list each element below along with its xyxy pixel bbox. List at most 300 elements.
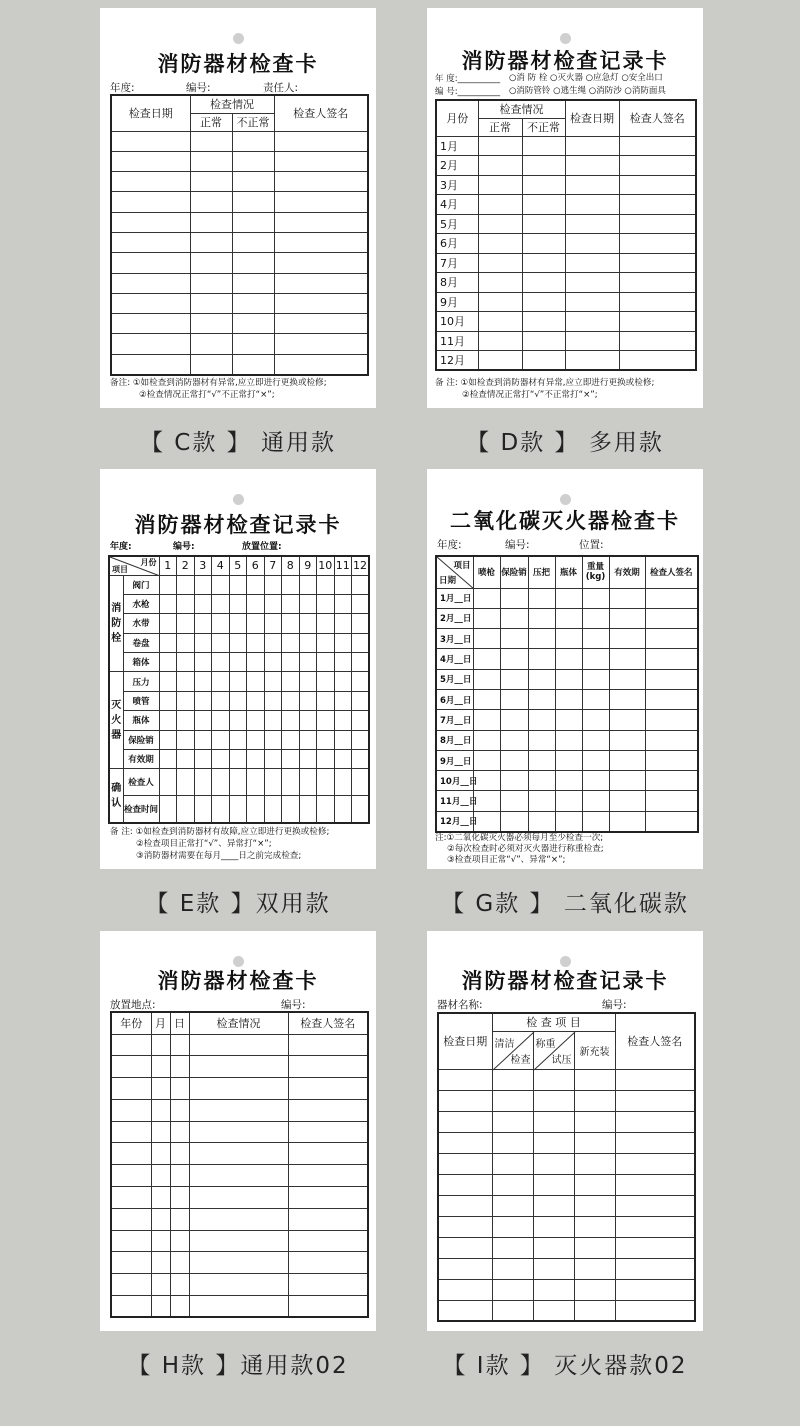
input-cell[interactable] xyxy=(438,1090,492,1111)
input-cell[interactable] xyxy=(274,131,368,151)
input-cell[interactable] xyxy=(194,633,212,652)
input-cell[interactable] xyxy=(565,273,619,293)
input-cell[interactable] xyxy=(500,750,528,770)
input-cell[interactable] xyxy=(615,1111,695,1132)
input-cell[interactable] xyxy=(645,730,698,750)
input-cell[interactable] xyxy=(555,771,582,791)
input-cell[interactable] xyxy=(194,750,212,769)
input-cell[interactable] xyxy=(190,334,232,354)
input-cell[interactable] xyxy=(232,212,274,232)
input-cell[interactable] xyxy=(151,1208,170,1230)
input-cell[interactable] xyxy=(473,588,500,608)
input-cell[interactable] xyxy=(528,750,555,770)
option-item[interactable]: ○消防面具 xyxy=(624,86,666,96)
input-cell[interactable] xyxy=(645,588,698,608)
input-cell[interactable] xyxy=(334,672,352,691)
option-item[interactable]: ○安全出口 xyxy=(621,73,663,83)
input-cell[interactable] xyxy=(500,689,528,709)
input-cell[interactable] xyxy=(194,711,212,730)
input-cell[interactable] xyxy=(190,314,232,334)
input-cell[interactable] xyxy=(151,1056,170,1078)
input-cell[interactable] xyxy=(473,669,500,689)
input-cell[interactable] xyxy=(528,669,555,689)
input-cell[interactable] xyxy=(111,1099,151,1121)
input-cell[interactable] xyxy=(212,633,230,652)
input-cell[interactable] xyxy=(299,575,317,594)
input-cell[interactable] xyxy=(473,730,500,750)
input-cell[interactable] xyxy=(492,1174,533,1195)
input-cell[interactable] xyxy=(555,608,582,628)
input-cell[interactable] xyxy=(528,710,555,730)
input-cell[interactable] xyxy=(288,1296,368,1318)
input-cell[interactable] xyxy=(111,293,190,313)
input-cell[interactable] xyxy=(194,653,212,672)
input-cell[interactable] xyxy=(609,771,645,791)
input-cell[interactable] xyxy=(282,796,300,823)
input-cell[interactable] xyxy=(212,769,230,796)
input-cell[interactable] xyxy=(533,1174,574,1195)
input-cell[interactable] xyxy=(555,669,582,689)
input-cell[interactable] xyxy=(111,1274,151,1296)
input-cell[interactable] xyxy=(247,633,265,652)
input-cell[interactable] xyxy=(619,234,696,254)
input-cell[interactable] xyxy=(334,691,352,710)
input-cell[interactable] xyxy=(619,175,696,195)
input-cell[interactable] xyxy=(478,351,522,371)
input-cell[interactable] xyxy=(555,629,582,649)
input-cell[interactable] xyxy=(317,711,335,730)
input-cell[interactable] xyxy=(229,796,247,823)
input-cell[interactable] xyxy=(189,1099,288,1121)
input-cell[interactable] xyxy=(615,1069,695,1090)
input-cell[interactable] xyxy=(500,791,528,811)
input-cell[interactable] xyxy=(352,796,370,823)
input-cell[interactable] xyxy=(111,1165,151,1187)
input-cell[interactable] xyxy=(151,1296,170,1318)
input-cell[interactable] xyxy=(582,791,609,811)
input-cell[interactable] xyxy=(177,750,195,769)
input-cell[interactable] xyxy=(111,334,190,354)
input-cell[interactable] xyxy=(500,588,528,608)
input-cell[interactable] xyxy=(574,1090,615,1111)
input-cell[interactable] xyxy=(574,1216,615,1237)
input-cell[interactable] xyxy=(438,1195,492,1216)
input-cell[interactable] xyxy=(229,769,247,796)
input-cell[interactable] xyxy=(619,273,696,293)
input-cell[interactable] xyxy=(159,796,177,823)
input-cell[interactable] xyxy=(522,175,565,195)
input-cell[interactable] xyxy=(159,594,177,613)
input-cell[interactable] xyxy=(574,1300,615,1321)
input-cell[interactable] xyxy=(282,672,300,691)
input-cell[interactable] xyxy=(159,672,177,691)
input-cell[interactable] xyxy=(170,1187,189,1209)
input-cell[interactable] xyxy=(111,1143,151,1165)
input-cell[interactable] xyxy=(615,1258,695,1279)
input-cell[interactable] xyxy=(582,608,609,628)
input-cell[interactable] xyxy=(609,608,645,628)
input-cell[interactable] xyxy=(317,653,335,672)
input-cell[interactable] xyxy=(533,1111,574,1132)
input-cell[interactable] xyxy=(619,156,696,176)
input-cell[interactable] xyxy=(492,1069,533,1090)
input-cell[interactable] xyxy=(500,811,528,831)
input-cell[interactable] xyxy=(232,354,274,374)
input-cell[interactable] xyxy=(111,212,190,232)
input-cell[interactable] xyxy=(190,273,232,293)
option-item[interactable]: ○消防管铃 xyxy=(509,86,551,96)
input-cell[interactable] xyxy=(229,711,247,730)
input-cell[interactable] xyxy=(212,653,230,672)
input-cell[interactable] xyxy=(334,750,352,769)
input-cell[interactable] xyxy=(159,750,177,769)
input-cell[interactable] xyxy=(288,1034,368,1056)
input-cell[interactable] xyxy=(212,594,230,613)
input-cell[interactable] xyxy=(247,653,265,672)
input-cell[interactable] xyxy=(232,151,274,171)
input-cell[interactable] xyxy=(438,1258,492,1279)
input-cell[interactable] xyxy=(264,769,282,796)
input-cell[interactable] xyxy=(565,175,619,195)
input-cell[interactable] xyxy=(190,212,232,232)
input-cell[interactable] xyxy=(111,354,190,374)
input-cell[interactable] xyxy=(438,1300,492,1321)
input-cell[interactable] xyxy=(194,672,212,691)
input-cell[interactable] xyxy=(170,1078,189,1100)
input-cell[interactable] xyxy=(274,253,368,273)
input-cell[interactable] xyxy=(574,1258,615,1279)
input-cell[interactable] xyxy=(170,1274,189,1296)
input-cell[interactable] xyxy=(229,672,247,691)
input-cell[interactable] xyxy=(492,1111,533,1132)
input-cell[interactable] xyxy=(619,195,696,215)
input-cell[interactable] xyxy=(212,691,230,710)
input-cell[interactable] xyxy=(159,614,177,633)
input-cell[interactable] xyxy=(274,273,368,293)
input-cell[interactable] xyxy=(533,1216,574,1237)
input-cell[interactable] xyxy=(282,594,300,613)
input-cell[interactable] xyxy=(528,689,555,709)
input-cell[interactable] xyxy=(264,653,282,672)
input-cell[interactable] xyxy=(232,293,274,313)
input-cell[interactable] xyxy=(645,689,698,709)
input-cell[interactable] xyxy=(299,750,317,769)
input-cell[interactable] xyxy=(317,594,335,613)
input-cell[interactable] xyxy=(232,334,274,354)
input-cell[interactable] xyxy=(288,1165,368,1187)
input-cell[interactable] xyxy=(609,750,645,770)
input-cell[interactable] xyxy=(247,575,265,594)
input-cell[interactable] xyxy=(282,633,300,652)
input-cell[interactable] xyxy=(492,1090,533,1111)
input-cell[interactable] xyxy=(645,649,698,669)
input-cell[interactable] xyxy=(189,1034,288,1056)
input-cell[interactable] xyxy=(478,331,522,351)
input-cell[interactable] xyxy=(232,273,274,293)
input-cell[interactable] xyxy=(473,791,500,811)
input-cell[interactable] xyxy=(565,195,619,215)
input-cell[interactable] xyxy=(555,710,582,730)
input-cell[interactable] xyxy=(492,1237,533,1258)
input-cell[interactable] xyxy=(492,1258,533,1279)
input-cell[interactable] xyxy=(111,1078,151,1100)
input-cell[interactable] xyxy=(438,1174,492,1195)
input-cell[interactable] xyxy=(478,136,522,156)
input-cell[interactable] xyxy=(609,588,645,608)
input-cell[interactable] xyxy=(229,750,247,769)
input-cell[interactable] xyxy=(533,1132,574,1153)
input-cell[interactable] xyxy=(438,1069,492,1090)
input-cell[interactable] xyxy=(288,1121,368,1143)
input-cell[interactable] xyxy=(194,769,212,796)
input-cell[interactable] xyxy=(177,796,195,823)
input-cell[interactable] xyxy=(645,710,698,730)
input-cell[interactable] xyxy=(565,253,619,273)
input-cell[interactable] xyxy=(615,1237,695,1258)
input-cell[interactable] xyxy=(232,314,274,334)
input-cell[interactable] xyxy=(282,614,300,633)
input-cell[interactable] xyxy=(565,292,619,312)
input-cell[interactable] xyxy=(274,293,368,313)
input-cell[interactable] xyxy=(615,1279,695,1300)
input-cell[interactable] xyxy=(522,214,565,234)
input-cell[interactable] xyxy=(615,1090,695,1111)
input-cell[interactable] xyxy=(582,771,609,791)
input-cell[interactable] xyxy=(194,614,212,633)
input-cell[interactable] xyxy=(264,711,282,730)
input-cell[interactable] xyxy=(582,689,609,709)
input-cell[interactable] xyxy=(170,1056,189,1078)
input-cell[interactable] xyxy=(555,588,582,608)
input-cell[interactable] xyxy=(264,614,282,633)
input-cell[interactable] xyxy=(582,710,609,730)
input-cell[interactable] xyxy=(274,314,368,334)
input-cell[interactable] xyxy=(190,354,232,374)
input-cell[interactable] xyxy=(582,811,609,831)
input-cell[interactable] xyxy=(177,711,195,730)
input-cell[interactable] xyxy=(555,689,582,709)
input-cell[interactable] xyxy=(111,1230,151,1252)
input-cell[interactable] xyxy=(619,331,696,351)
input-cell[interactable] xyxy=(189,1143,288,1165)
input-cell[interactable] xyxy=(528,649,555,669)
input-cell[interactable] xyxy=(615,1216,695,1237)
input-cell[interactable] xyxy=(194,730,212,749)
input-cell[interactable] xyxy=(478,312,522,332)
input-cell[interactable] xyxy=(170,1252,189,1274)
input-cell[interactable] xyxy=(473,689,500,709)
input-cell[interactable] xyxy=(170,1143,189,1165)
input-cell[interactable] xyxy=(619,253,696,273)
input-cell[interactable] xyxy=(522,292,565,312)
input-cell[interactable] xyxy=(574,1174,615,1195)
input-cell[interactable] xyxy=(111,131,190,151)
input-cell[interactable] xyxy=(317,796,335,823)
input-cell[interactable] xyxy=(352,653,370,672)
input-cell[interactable] xyxy=(151,1121,170,1143)
input-cell[interactable] xyxy=(189,1187,288,1209)
input-cell[interactable] xyxy=(177,594,195,613)
input-cell[interactable] xyxy=(574,1279,615,1300)
input-cell[interactable] xyxy=(111,314,190,334)
input-cell[interactable] xyxy=(299,730,317,749)
input-cell[interactable] xyxy=(528,811,555,831)
input-cell[interactable] xyxy=(299,691,317,710)
input-cell[interactable] xyxy=(352,769,370,796)
input-cell[interactable] xyxy=(522,156,565,176)
input-cell[interactable] xyxy=(151,1143,170,1165)
input-cell[interactable] xyxy=(352,711,370,730)
input-cell[interactable] xyxy=(177,730,195,749)
input-cell[interactable] xyxy=(528,730,555,750)
input-cell[interactable] xyxy=(478,175,522,195)
input-cell[interactable] xyxy=(170,1034,189,1056)
input-cell[interactable] xyxy=(438,1111,492,1132)
input-cell[interactable] xyxy=(264,575,282,594)
input-cell[interactable] xyxy=(609,791,645,811)
input-cell[interactable] xyxy=(111,273,190,293)
option-item[interactable]: ○消防沙 xyxy=(588,86,622,96)
input-cell[interactable] xyxy=(492,1132,533,1153)
input-cell[interactable] xyxy=(299,769,317,796)
input-cell[interactable] xyxy=(111,1296,151,1318)
option-item[interactable]: ○灭火器 xyxy=(550,73,583,83)
input-cell[interactable] xyxy=(212,796,230,823)
input-cell[interactable] xyxy=(194,594,212,613)
input-cell[interactable] xyxy=(528,629,555,649)
input-cell[interactable] xyxy=(615,1153,695,1174)
input-cell[interactable] xyxy=(500,649,528,669)
input-cell[interactable] xyxy=(317,769,335,796)
input-cell[interactable] xyxy=(299,614,317,633)
input-cell[interactable] xyxy=(352,750,370,769)
input-cell[interactable] xyxy=(282,769,300,796)
input-cell[interactable] xyxy=(582,730,609,750)
input-cell[interactable] xyxy=(574,1069,615,1090)
input-cell[interactable] xyxy=(229,575,247,594)
input-cell[interactable] xyxy=(473,649,500,669)
input-cell[interactable] xyxy=(317,730,335,749)
input-cell[interactable] xyxy=(189,1121,288,1143)
input-cell[interactable] xyxy=(582,629,609,649)
input-cell[interactable] xyxy=(565,136,619,156)
input-cell[interactable] xyxy=(264,691,282,710)
input-cell[interactable] xyxy=(615,1300,695,1321)
input-cell[interactable] xyxy=(159,711,177,730)
input-cell[interactable] xyxy=(247,691,265,710)
input-cell[interactable] xyxy=(352,633,370,652)
input-cell[interactable] xyxy=(528,791,555,811)
input-cell[interactable] xyxy=(111,1187,151,1209)
input-cell[interactable] xyxy=(522,351,565,371)
input-cell[interactable] xyxy=(151,1274,170,1296)
input-cell[interactable] xyxy=(609,689,645,709)
input-cell[interactable] xyxy=(111,232,190,252)
input-cell[interactable] xyxy=(334,769,352,796)
input-cell[interactable] xyxy=(565,351,619,371)
option-item[interactable]: ○逃生绳 xyxy=(553,86,587,96)
input-cell[interactable] xyxy=(111,1208,151,1230)
input-cell[interactable] xyxy=(645,629,698,649)
input-cell[interactable] xyxy=(274,192,368,212)
input-cell[interactable] xyxy=(582,669,609,689)
input-cell[interactable] xyxy=(288,1274,368,1296)
input-cell[interactable] xyxy=(555,750,582,770)
input-cell[interactable] xyxy=(317,672,335,691)
input-cell[interactable] xyxy=(299,633,317,652)
input-cell[interactable] xyxy=(111,1056,151,1078)
input-cell[interactable] xyxy=(264,594,282,613)
input-cell[interactable] xyxy=(574,1237,615,1258)
input-cell[interactable] xyxy=(274,334,368,354)
input-cell[interactable] xyxy=(247,711,265,730)
input-cell[interactable] xyxy=(159,730,177,749)
input-cell[interactable] xyxy=(232,192,274,212)
input-cell[interactable] xyxy=(229,614,247,633)
input-cell[interactable] xyxy=(232,131,274,151)
input-cell[interactable] xyxy=(288,1078,368,1100)
input-cell[interactable] xyxy=(151,1165,170,1187)
input-cell[interactable] xyxy=(264,750,282,769)
input-cell[interactable] xyxy=(582,750,609,770)
input-cell[interactable] xyxy=(609,710,645,730)
input-cell[interactable] xyxy=(478,273,522,293)
input-cell[interactable] xyxy=(473,811,500,831)
input-cell[interactable] xyxy=(565,331,619,351)
input-cell[interactable] xyxy=(317,691,335,710)
input-cell[interactable] xyxy=(247,594,265,613)
input-cell[interactable] xyxy=(189,1230,288,1252)
input-cell[interactable] xyxy=(609,669,645,689)
input-cell[interactable] xyxy=(528,588,555,608)
input-cell[interactable] xyxy=(574,1132,615,1153)
input-cell[interactable] xyxy=(229,633,247,652)
input-cell[interactable] xyxy=(264,730,282,749)
input-cell[interactable] xyxy=(645,791,698,811)
input-cell[interactable] xyxy=(212,750,230,769)
input-cell[interactable] xyxy=(352,672,370,691)
input-cell[interactable] xyxy=(177,575,195,594)
input-cell[interactable] xyxy=(212,730,230,749)
input-cell[interactable] xyxy=(334,614,352,633)
input-cell[interactable] xyxy=(299,796,317,823)
input-cell[interactable] xyxy=(619,292,696,312)
input-cell[interactable] xyxy=(170,1099,189,1121)
input-cell[interactable] xyxy=(478,214,522,234)
input-cell[interactable] xyxy=(177,653,195,672)
input-cell[interactable] xyxy=(159,691,177,710)
input-cell[interactable] xyxy=(522,331,565,351)
input-cell[interactable] xyxy=(190,293,232,313)
input-cell[interactable] xyxy=(492,1153,533,1174)
input-cell[interactable] xyxy=(500,629,528,649)
input-cell[interactable] xyxy=(177,691,195,710)
input-cell[interactable] xyxy=(645,811,698,831)
input-cell[interactable] xyxy=(334,796,352,823)
input-cell[interactable] xyxy=(500,771,528,791)
input-cell[interactable] xyxy=(615,1132,695,1153)
input-cell[interactable] xyxy=(619,214,696,234)
input-cell[interactable] xyxy=(288,1208,368,1230)
input-cell[interactable] xyxy=(274,151,368,171)
input-cell[interactable] xyxy=(170,1296,189,1318)
input-cell[interactable] xyxy=(190,131,232,151)
input-cell[interactable] xyxy=(334,711,352,730)
input-cell[interactable] xyxy=(274,212,368,232)
input-cell[interactable] xyxy=(317,633,335,652)
input-cell[interactable] xyxy=(159,575,177,594)
input-cell[interactable] xyxy=(111,172,190,192)
